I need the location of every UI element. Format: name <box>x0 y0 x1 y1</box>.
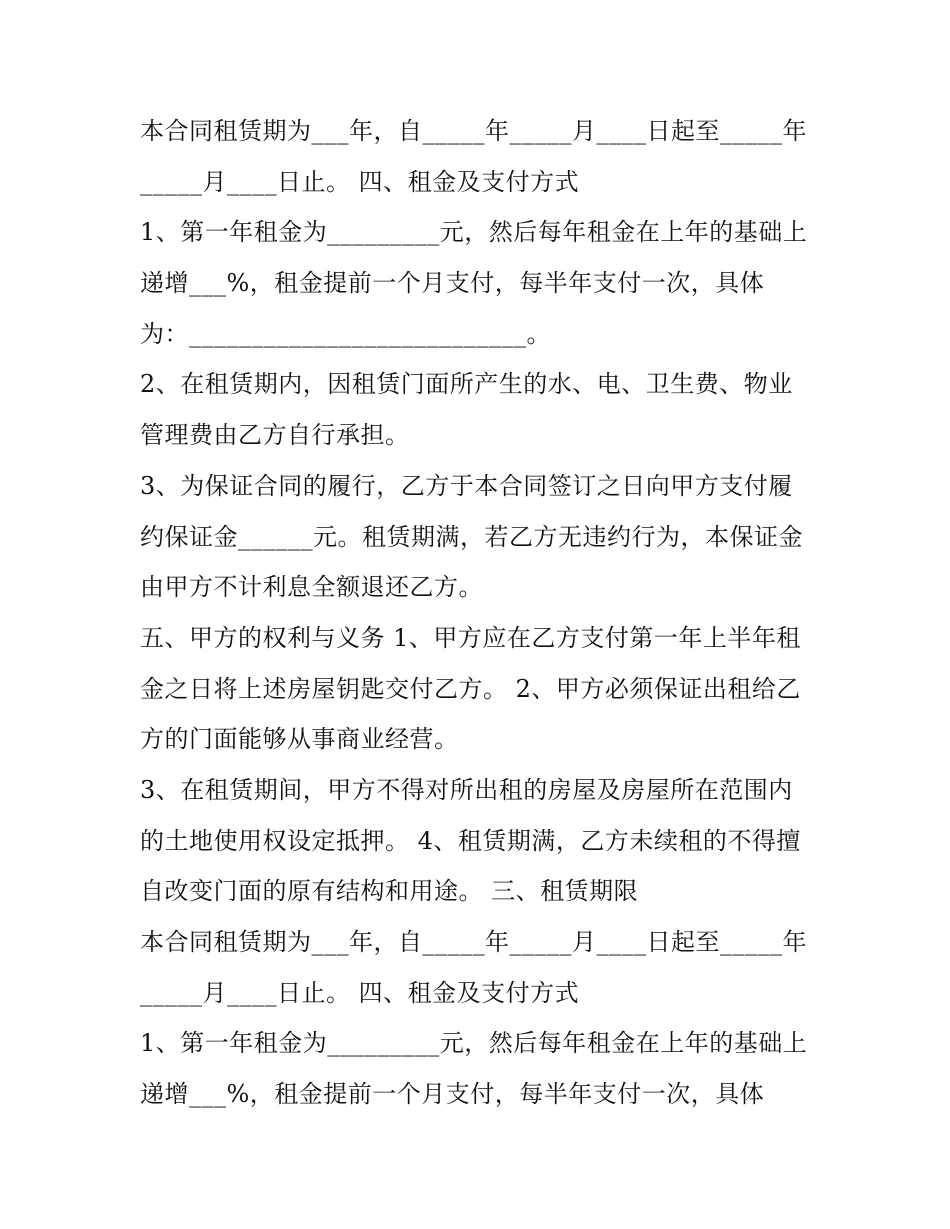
text-line: 3、在租赁期间，甲方不得对所出租的房屋及房屋所在范围内 <box>140 775 793 804</box>
text-line: 本合同租赁期为___年，自_____年_____月____日起至_____年 <box>140 928 807 956</box>
text-line: 递增___%，租金提前一个月支付，每半年支付一次，具体 <box>140 1080 765 1109</box>
text-line: 1、第一年租金为_________元，然后每年租金在上年的基础上 <box>140 218 808 247</box>
text-line: 由甲方不计利息全额退还乙方。 <box>140 573 483 602</box>
text-line: 本合同租赁期为___年，自_____年_____月____日起至_____年 <box>140 117 807 145</box>
text-line: _____月____日止。 四、租金及支付方式 <box>140 167 580 196</box>
text-line: 管理费由乙方自行承担。 <box>140 421 410 450</box>
text-line: _____月____日止。 四、租金及支付方式 <box>140 978 580 1007</box>
text-line: 2、在租赁期内，因租赁门面所产生的水、电、卫生费、物业 <box>140 370 793 399</box>
text-line: 递增___%，租金提前一个月支付，每半年支付一次，具体 <box>140 269 765 298</box>
text-line: 的土地使用权设定抵押。 4、租赁期满，乙方未续租的不得擅 <box>140 826 801 855</box>
text-line: 自改变门面的原有结构和用途。 三、租赁期限 <box>140 877 639 906</box>
text-line: 3、为保证合同的履行，乙方于本合同签订之日向甲方支付履 <box>140 471 793 500</box>
text-line: 方的门面能够从事商业经营。 <box>140 725 459 754</box>
text-line: 为：___________________________。 <box>140 319 551 348</box>
text-line: 五、甲方的权利与义务 1、甲方应在乙方支付第一年上半年租 <box>140 623 801 652</box>
text-line: 约保证金______元。租赁期满，若乙方无违约行为，本保证金 <box>140 522 803 551</box>
text-line: 金之日将上述房屋钥匙交付乙方。 2、甲方必须保证出租给乙 <box>140 674 801 703</box>
text-line: 1、第一年租金为_________元，然后每年租金在上年的基础上 <box>140 1029 808 1058</box>
document-body <box>140 106 830 1120</box>
